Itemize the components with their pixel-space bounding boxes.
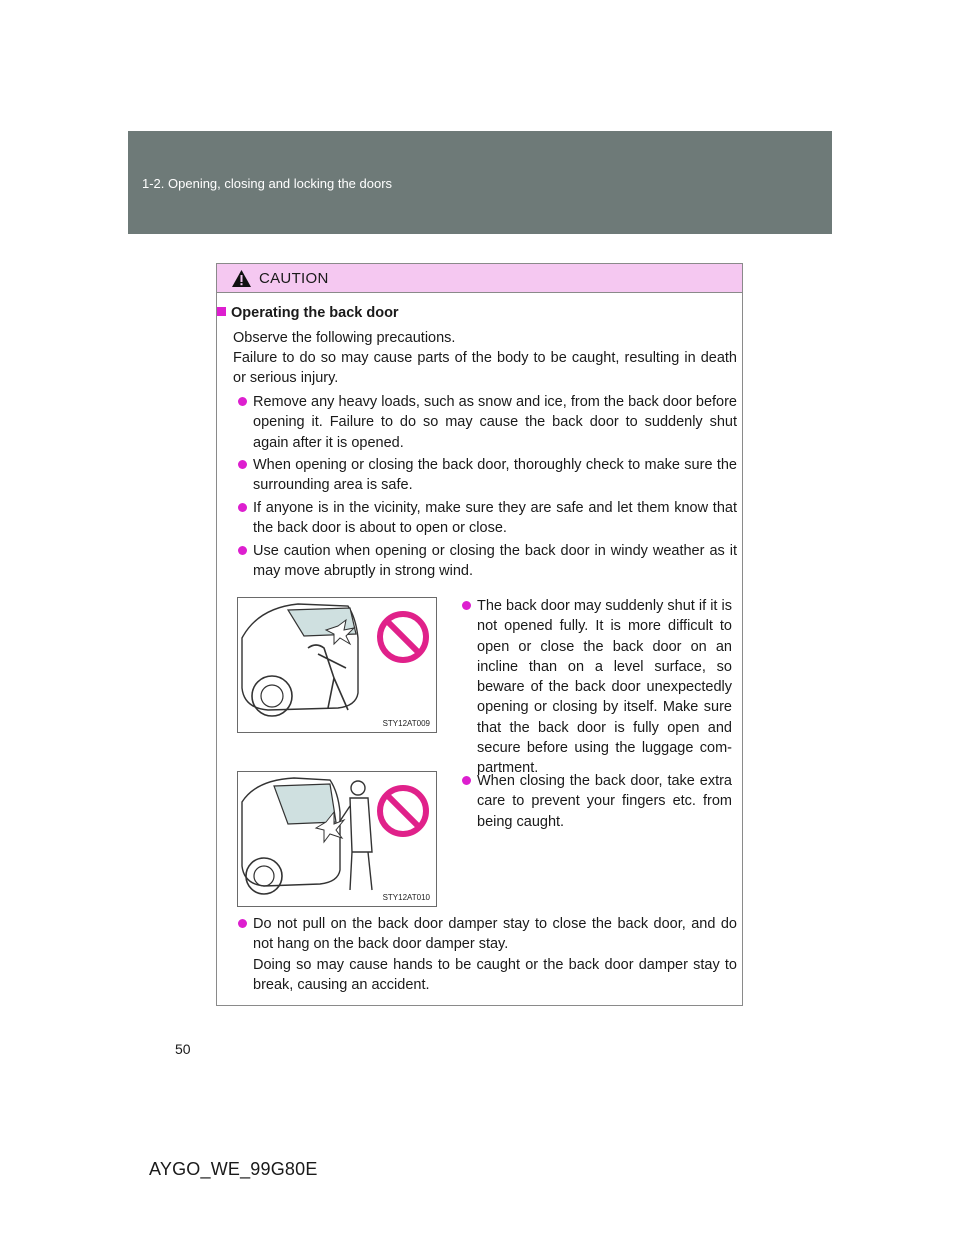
figure-code: STY12AT010 [382, 893, 430, 902]
prohibited-icon [376, 610, 430, 664]
square-bullet-icon [217, 307, 226, 316]
caution-header [217, 264, 742, 293]
figure-code: STY12AT009 [382, 719, 430, 728]
list-item: Do not pull on the back door damper stay to close the back door, and do not hang on the back door damper stay. Doing so may cause hands to be caught or the back door damper stay to break, causing an accident. [238, 914, 737, 995]
back-door-illustration-2 [237, 771, 437, 907]
dot-bullet-icon [238, 546, 247, 555]
figure-text-1: The back door may suddenly shut if it is not opened fully. It is more difficult to open or close the back door on an incline than on a level surface, so beware of the back door unexpectedly opening or closing by itself. Make sure that the back door is fully open and secure before using the luggage com-partment. [462, 596, 732, 779]
dot-bullet-icon [238, 919, 247, 928]
dot-bullet-icon [462, 776, 471, 785]
dot-bullet-icon [238, 397, 247, 406]
list-item: When opening or closing the back door, thoroughly check to make sure the surrounding area is safe. [238, 455, 737, 496]
caution-label: CAUTION [259, 270, 329, 287]
list-item: Remove any heavy loads, such as snow and ice, from the back door before opening it. Failure to do so may cause the back door to suddenly shut again after it is opened. [238, 392, 737, 453]
list-item: If anyone is in the vicinity, make sure they are safe and let them know that the back door is about to open or close. [238, 498, 737, 539]
back-door-illustration-1 [237, 597, 437, 733]
caution-box [216, 263, 743, 1006]
section-header-title: 1-2. Opening, closing and locking the doors [142, 176, 393, 191]
dot-bullet-icon [238, 503, 247, 512]
list-item: Use caution when opening or closing the back door in windy weather as it may move abruptly in strong wind. [238, 541, 737, 582]
intro-text: Observe the following precautions. [233, 330, 456, 346]
warning-triangle-icon [231, 269, 252, 288]
figure-text-2: When closing the back door, take extra care to prevent your fingers etc. from being caught. [462, 771, 732, 832]
caution-section-title: Operating the back door [217, 305, 399, 321]
document-code: AYGO_WE_99G80E [149, 1159, 318, 1179]
intro-detail: Failure to do so may cause parts of the body to be caught, resulting in death or serious injury. [233, 350, 737, 387]
page-number: 50 [175, 1041, 191, 1057]
prohibited-icon [376, 784, 430, 838]
dot-bullet-icon [238, 460, 247, 469]
dot-bullet-icon [462, 601, 471, 610]
